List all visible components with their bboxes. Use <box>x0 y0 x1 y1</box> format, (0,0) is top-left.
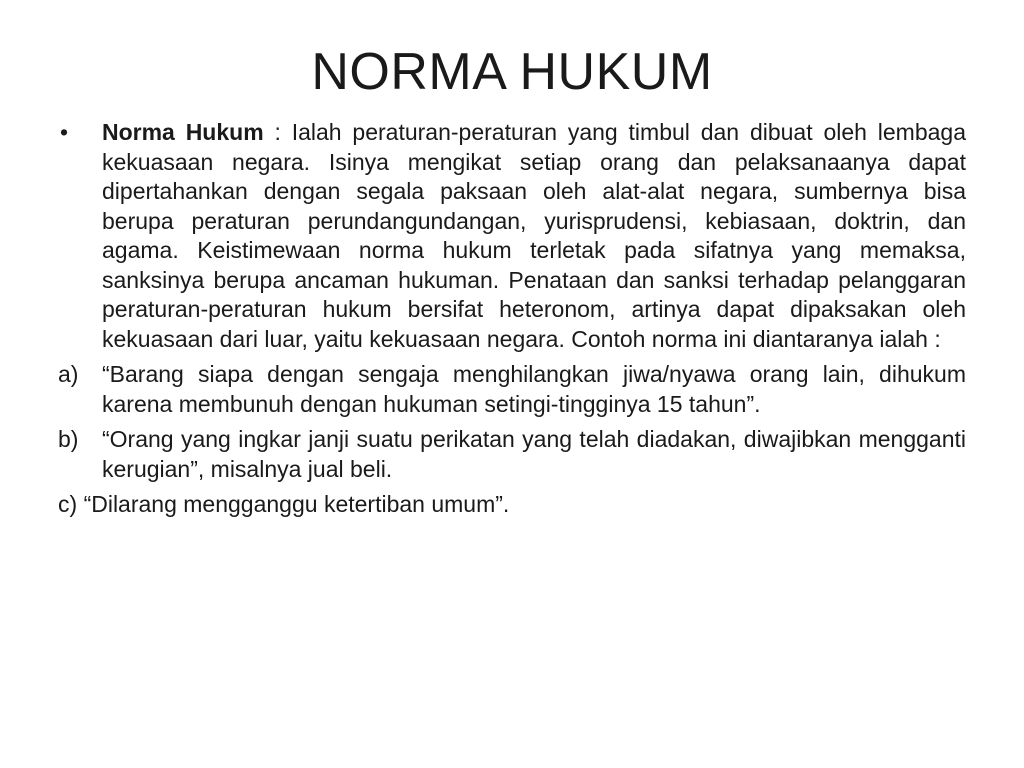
bullet-marker: • <box>60 119 69 145</box>
example-item-a <box>58 360 966 419</box>
example-item-b <box>58 425 966 484</box>
bullet-item-norma-hukum <box>58 118 966 354</box>
example-item-c <box>58 490 966 520</box>
example-text-c: “Dilarang mengganggu ketertiban umum”. <box>83 491 510 517</box>
example-marker-c: c) <box>58 491 78 517</box>
slide-content <box>58 118 966 526</box>
example-text-b: “Orang yang ingkar janji suatu perikatan yang telah diadakan, diwajibkan mengganti kerugian”, misalnya jual beli. <box>102 426 966 482</box>
bullet-text: : Ialah peraturan-peraturan yang timbul dan dibuat oleh lembaga kekuasaan negara. Isinya mengikat setiap orang dan pelaksanaanya dapat dipertahankan dengan segala paksaan oleh alat-alat negara, sumbernya bisa berupa peraturan perundangundangan, yurisprudensi, kebiasaan, doktrin, dan agama. Keistimewaan norma hukum terletak pada sifatnya yang memaksa, sanksinya berupa ancaman hukuman. Penataan dan sanksi terhadap pelanggaran peraturan-peraturan hukum bersifat heteronom, artinya dapat dipaksakan oleh kekuasaan dari luar, yaitu kekuasaan negara. Contoh norma ini diantaranya ialah : <box>102 119 966 352</box>
bullet-term: Norma Hukum <box>102 119 264 145</box>
example-marker-a: a) <box>58 361 79 387</box>
slide-title: NORMA HUKUM <box>311 43 713 101</box>
example-text-a: “Barang siapa dengan sengaja menghilangkan jiwa/nyawa orang lain, dihukum karena membunuh dengan hukuman setingi-tingginya 15 tahun”. <box>102 361 966 417</box>
example-marker-b: b) <box>58 426 79 452</box>
